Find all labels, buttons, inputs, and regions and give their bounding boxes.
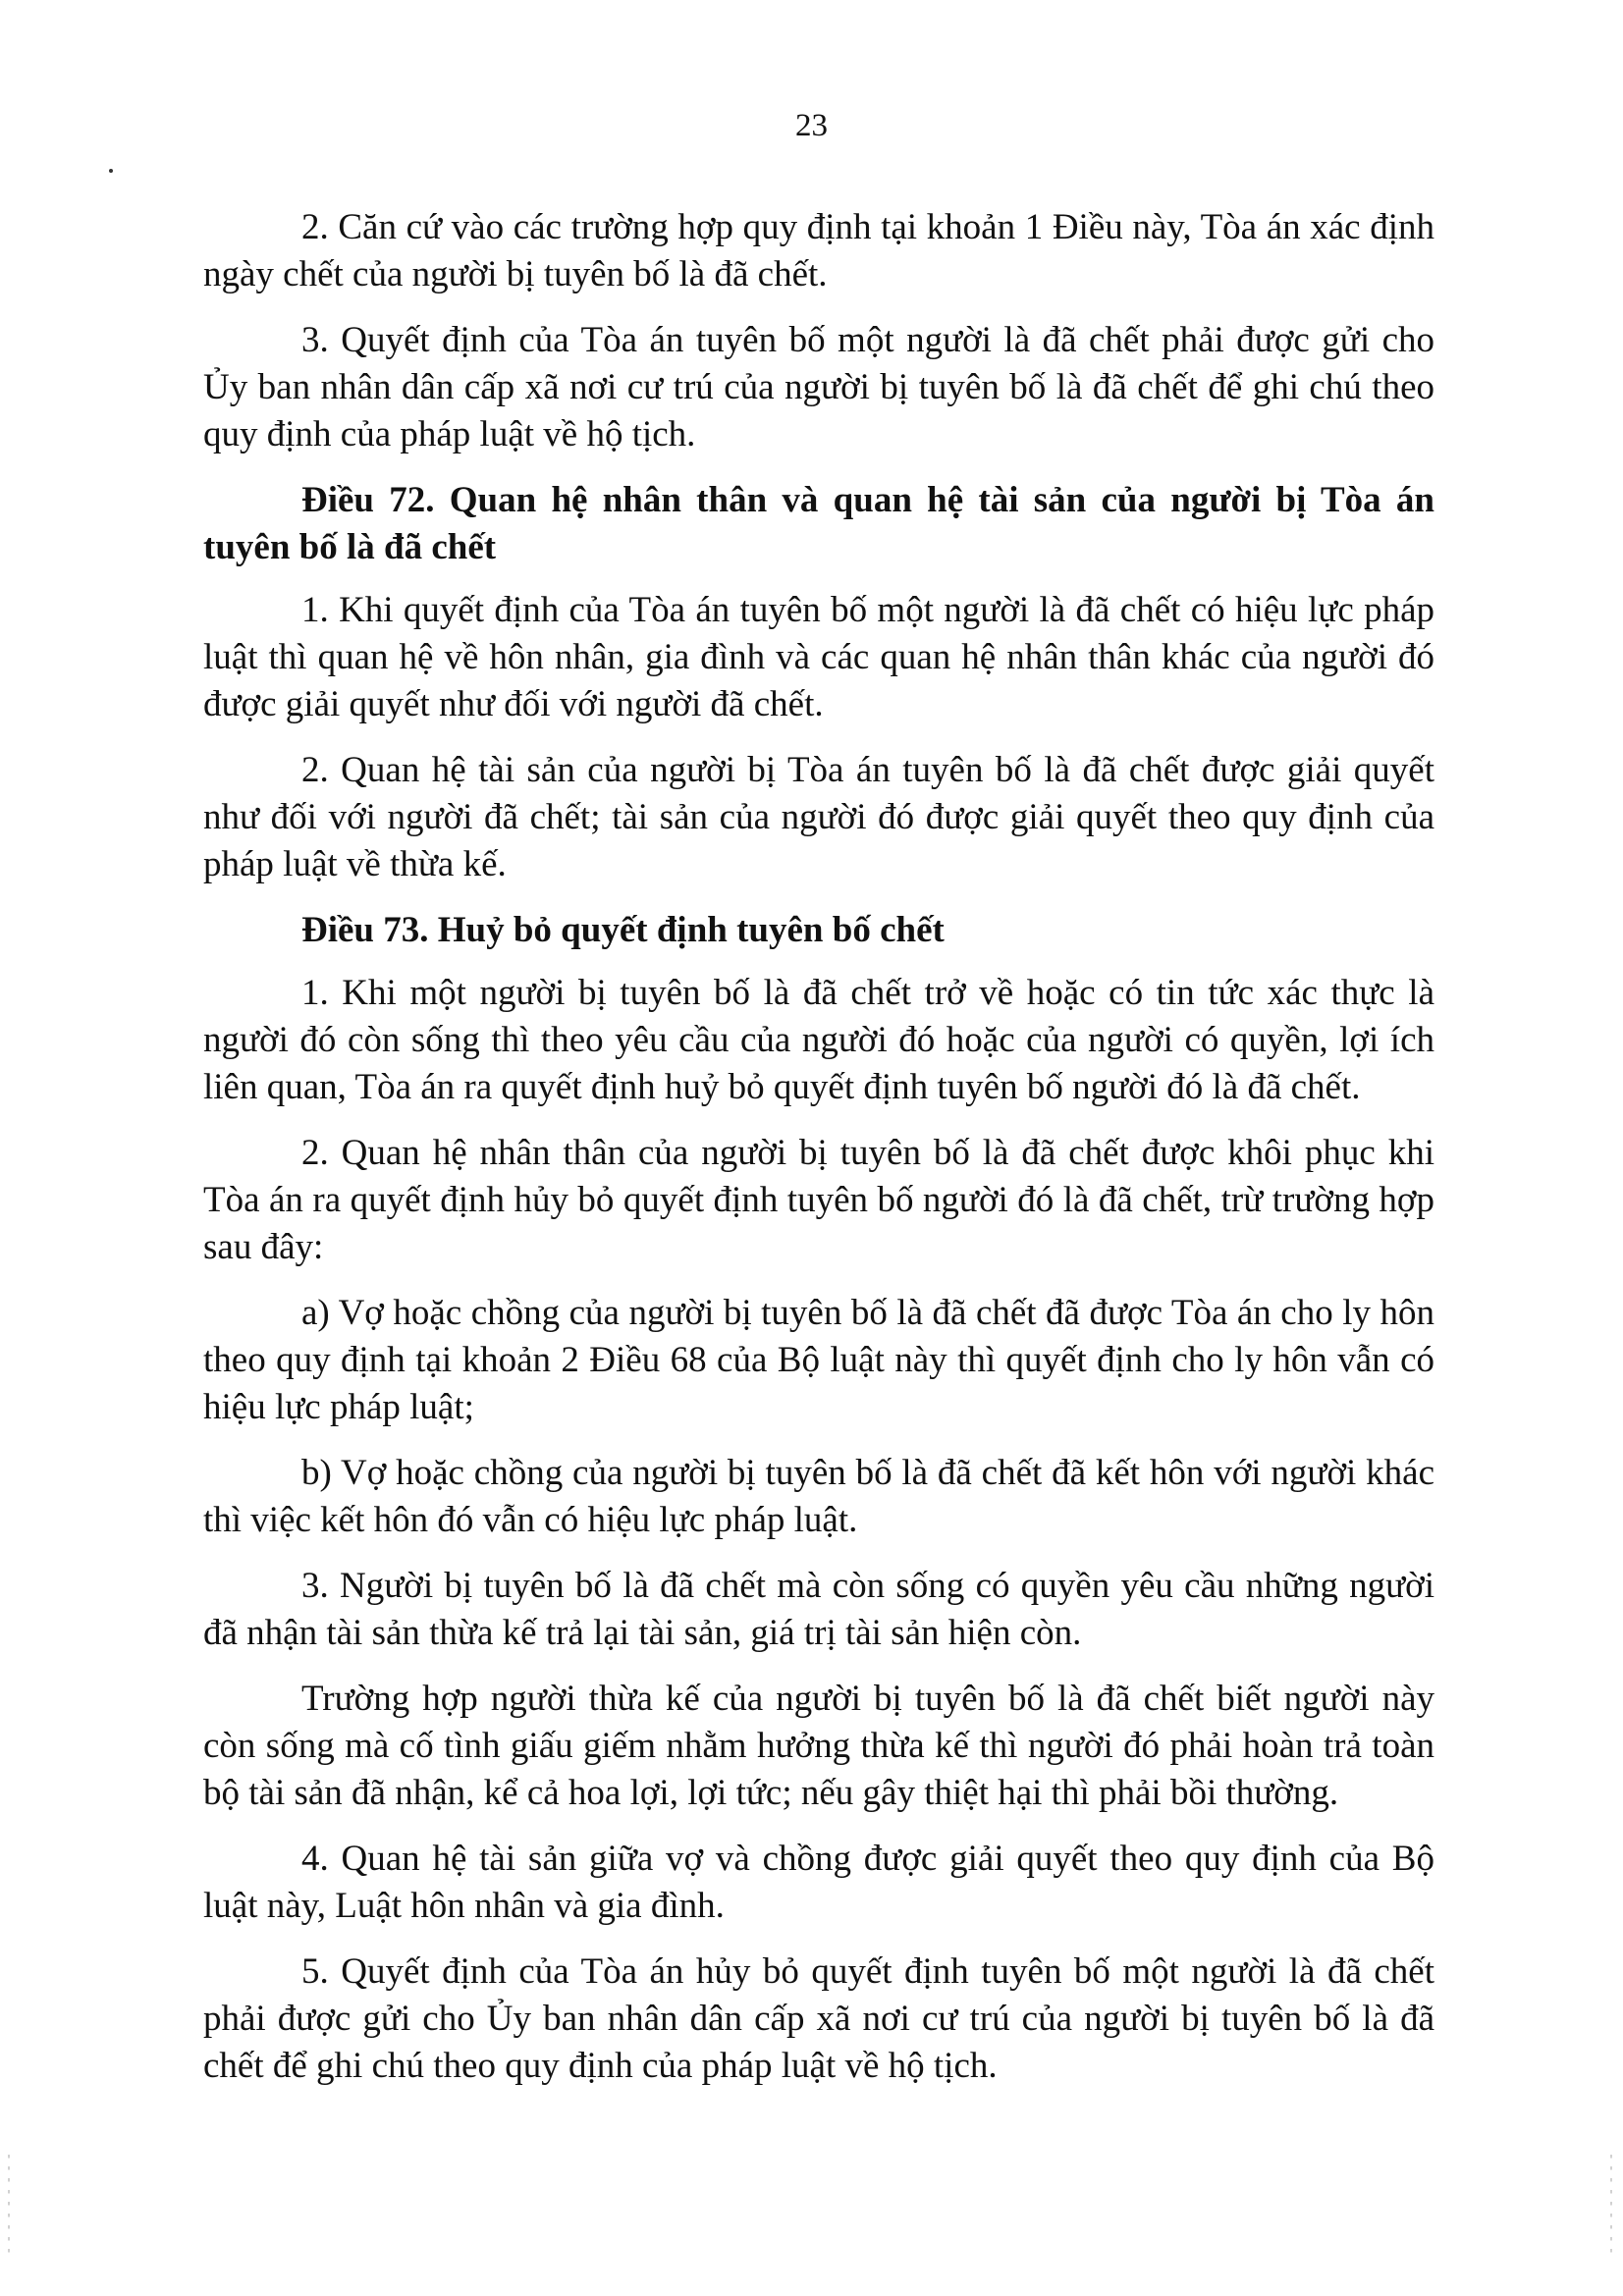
clause-71-2: 2. Căn cứ vào các trường hợp quy định tại khoản 1 Điều này, Tòa án xác định ngày chết của người bị tuyên bố là đã chết. — [203, 207, 1434, 294]
scan-edge-right — [1610, 2155, 1612, 2253]
clause-73-1: 1. Khi một người bị tuyên bố là đã chết trở về hoặc có tin tức xác thực là người đó còn sống thì theo yêu cầu của người đó hoặc của người có quyền, lợi ích liên quan, Tòa án ra quyết định huỷ bỏ quyết định tuyên bố người đó là đã chết. — [203, 973, 1434, 1107]
clause-72-1: 1. Khi quyết định của Tòa án tuyên bố một người là đã chết có hiệu lực pháp luật thì quan hệ về hôn nhân, gia đình và các quan hệ nhân thân khác của người đó được giải quyết như đối với người đã chết. — [203, 590, 1434, 724]
clause-73-3: 3. Người bị tuyên bố là đã chết mà còn sống có quyền yêu cầu những người đã nhận tài sản thừa kế trả lại tài sản, giá trị tài sản hiện còn. — [203, 1566, 1434, 1653]
clause-71-3: 3. Quyết định của Tòa án tuyên bố một người là đã chết phải được gửi cho Ủy ban nhân dân cấp xã nơi cư trú của người bị tuyên bố là đã chết để ghi chú theo quy định của pháp luật về hộ tịch. — [203, 320, 1434, 454]
clause-73-3-continued: Trường hợp người thừa kế của người bị tuyên bố là đã chết biết người này còn sống mà cố tình giấu giếm nhằm hưởng thừa kế thì người đó phải hoàn trả toàn bộ tài sản đã nhận, kể cả hoa lợi, lợi tức; nếu gây thiệt hại thì phải bồi thường. — [203, 1679, 1434, 1813]
clause-72-2: 2. Quan hệ tài sản của người bị Tòa án tuyên bố là đã chết được giải quyết như đối với người đã chết; tài sản của người đó được giải quyết theo quy định của pháp luật về thừa kế. — [203, 750, 1434, 884]
clause-73-5: 5. Quyết định của Tòa án hủy bỏ quyết định tuyên bố một người là đã chết phải được gửi cho Ủy ban nhân dân cấp xã nơi cư trú của người bị tuyên bố là đã chết để ghi chú theo quy định của pháp luật về hộ tịch. — [203, 1951, 1434, 2086]
clause-73-2-b: b) Vợ hoặc chồng của người bị tuyên bố là đã chết đã kết hôn với người khác thì việc kết hôn đó vẫn có hiệu lực pháp luật. — [203, 1453, 1434, 1540]
scan-edge-left — [8, 2155, 10, 2253]
clause-73-2-a: a) Vợ hoặc chồng của người bị tuyên bố là đã chết đã được Tòa án cho ly hôn theo quy định tại khoản 2 Điều 68 của Bộ luật này thì quyết định cho ly hôn vẫn có hiệu lực pháp luật; — [203, 1293, 1434, 1427]
clause-73-2: 2. Quan hệ nhân thân của người bị tuyên bố là đã chết được khôi phục khi Tòa án ra quyết định hủy bỏ quyết định tuyên bố người đó là đã chết, trừ trường hợp sau đây: — [203, 1133, 1434, 1267]
clause-73-4: 4. Quan hệ tài sản giữa vợ và chồng được giải quyết theo quy định của Bộ luật này, Luật hôn nhân và gia đình. — [203, 1839, 1434, 1926]
article-73-heading: Điều 73. Huỷ bỏ quyết định tuyên bố chết — [301, 910, 945, 950]
scan-speck — [109, 169, 113, 173]
page-number: 23 — [795, 108, 828, 143]
article-72-heading: Điều 72. Quan hệ nhân thân và quan hệ tài sản của người bị Tòa án tuyên bố là đã chết — [203, 480, 1434, 567]
document-body — [203, 204, 1434, 2109]
